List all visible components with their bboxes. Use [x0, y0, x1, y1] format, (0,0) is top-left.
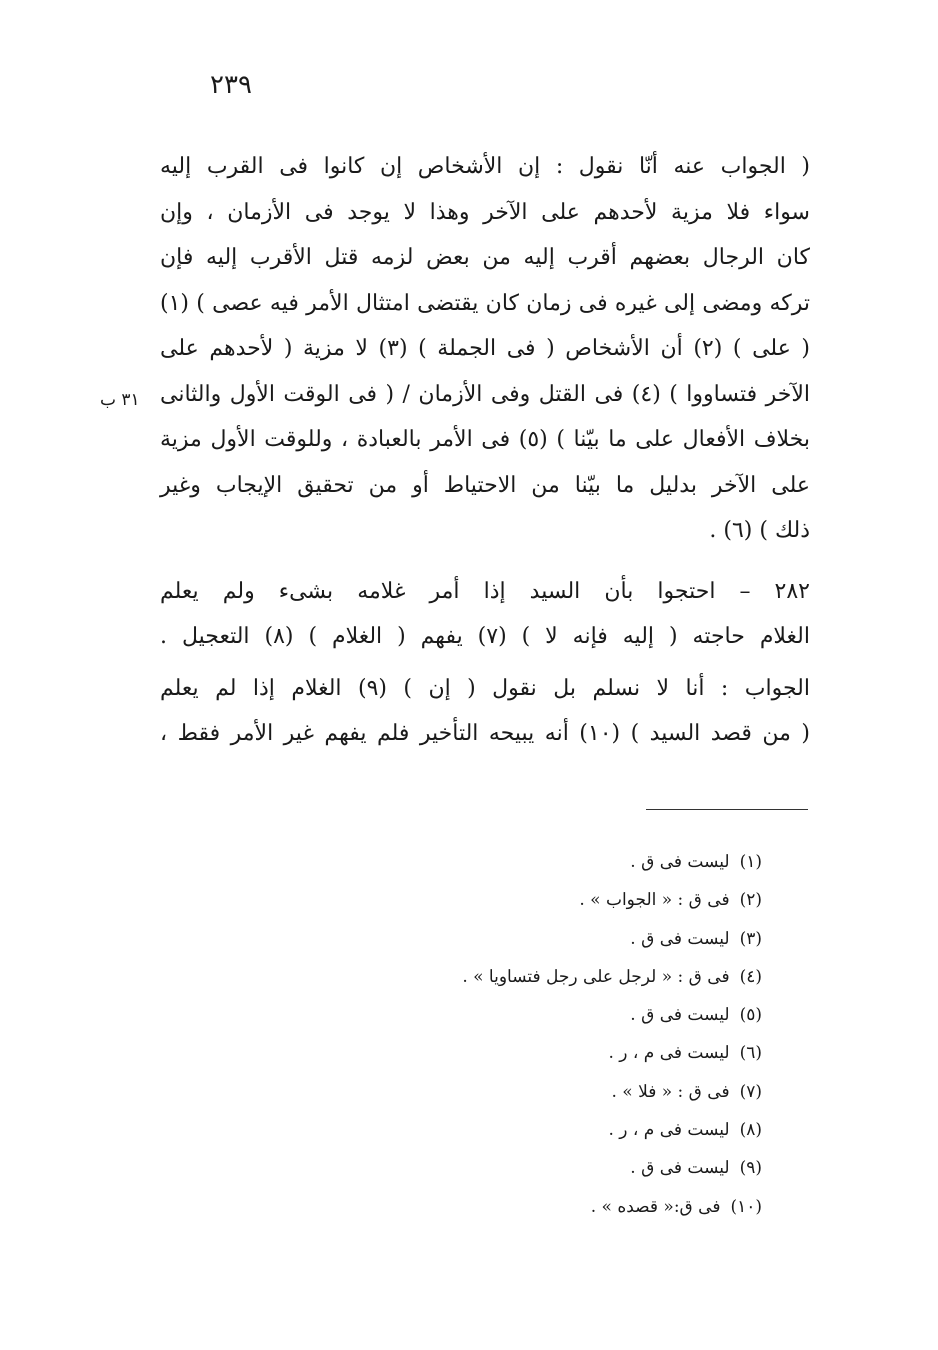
paragraph — [160, 666, 810, 757]
text-line: الآخر فتساووا ) (٤) فى القتل وفى الأزمان / ( فى الوقت الأول والثانى — [160, 381, 810, 407]
text-line: ( من قصد السيد ) (١٠) أنه يبيحه التأخير فلم يفهم غير الأمر فقط ، — [160, 721, 810, 746]
footnote-number: (٦) — [739, 1043, 762, 1064]
text-line: بخلاف الأفعال على ما بيّنا ) (٥) فى الأمر بالعبادة ، وللوقت الأول مزية — [160, 427, 810, 452]
footnote-number: (٨) — [739, 1120, 762, 1141]
margin-folio-note: ٣١ ب — [100, 390, 140, 410]
main-text — [160, 144, 810, 757]
text-line: الغلام حاجته ( إليه فإنه لا ) (٧) يفهم ( الغلام ) (٨) التعجيل . — [160, 624, 810, 649]
footnote-text: ليست فى ق . — [630, 852, 730, 872]
footnote-text: فى ق : « فلا » . — [611, 1081, 730, 1102]
footnote-number: (١) — [739, 852, 762, 872]
footnote-number: (٢) — [739, 890, 762, 911]
text-line: على الآخر بدليل ما بيّنا من الاحتياط أو من تحقيق الإيجاب وغير — [160, 472, 810, 498]
text-line: سواء فلا مزية لأحدهم على الآخر وهذا لا يوجد فى الأزمان ، وإن — [160, 199, 810, 225]
footnote-number: (٧) — [739, 1081, 762, 1102]
page-number: ٢٣٩ — [210, 70, 252, 100]
footnote-separator — [646, 809, 808, 810]
footnote — [300, 996, 762, 1034]
footnotes — [300, 843, 762, 1226]
footnote-number: (٤) — [739, 966, 762, 987]
footnote-text: ليست فى ق . — [630, 928, 730, 949]
text-line: ( على ) (٢) أن الأشخاص ( فى الجملة ) (٣) لا مزية ( لأحدهم على — [160, 336, 810, 361]
footnote-text: فى ق : « الجواب » . — [579, 890, 730, 911]
text-line: ٢٨٢ – احتجوا بأن السيد إذا أمر غلامه بشىء ولم يعلم — [160, 578, 810, 604]
footnote-text: فى ق : « لرجل على رجل فتساويا » . — [462, 966, 730, 987]
footnote — [300, 1149, 762, 1187]
text-line: كان الرجال بعضهم أقرب إليه من بعض لزمه قتل الأقرب إليه فإن — [160, 245, 810, 270]
text-line: تركه ومضى إلى غيره فى زمان كان يقتضى امتثال الأمر فيه عصى ) (١) — [160, 290, 810, 316]
footnote-text: فى ق:« قصده » . — [590, 1196, 721, 1217]
footnote — [300, 920, 762, 958]
footnote-text: ليست فى ق . — [630, 1005, 730, 1026]
paragraph-gap — [160, 554, 810, 569]
footnote — [300, 1073, 762, 1111]
footnote-text: ليست فى م ، ر . — [608, 1120, 730, 1141]
footnote-number: (١٠) — [730, 1196, 762, 1217]
footnote — [300, 881, 762, 919]
footnote — [300, 1111, 762, 1149]
footnote — [300, 1188, 762, 1226]
footnote-text: ليست فى م ، ر . — [608, 1043, 730, 1064]
text-line: ( الجواب عنه أنّا نقول : إن الأشخاص إن كانوا فى القرب إليه — [160, 154, 810, 179]
text-line: الجواب : أنا لا نسلم بل نقول ( إن ) (٩) الغلام إذا لم يعلم — [160, 675, 810, 701]
paragraph — [160, 144, 810, 554]
footnote-number: (٣) — [739, 928, 762, 949]
footnote-number: (٩) — [739, 1158, 762, 1179]
footnote — [300, 1034, 762, 1072]
footnote — [300, 958, 762, 996]
footnote-text: ليست فى ق . — [630, 1158, 730, 1179]
footnote — [300, 843, 762, 881]
paragraph — [160, 569, 810, 660]
text-line: ذلك ) (٦) . — [709, 518, 810, 543]
footnote-number: (٥) — [739, 1005, 762, 1026]
